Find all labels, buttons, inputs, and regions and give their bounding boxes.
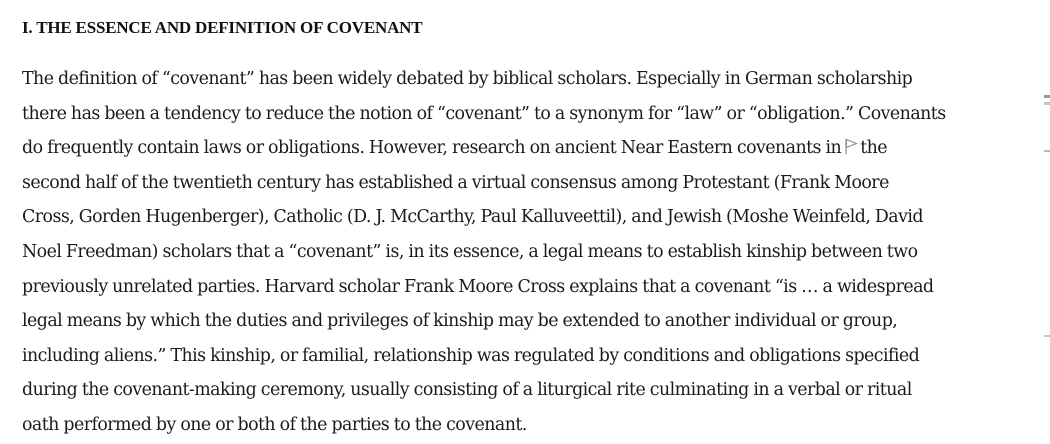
paragraph-line: there has been a tendency to reduce the notion of “covenant” to a synonym for “law” or “obligation.” Covenants bbox=[22, 103, 946, 124]
scrollbar-mark bbox=[1044, 335, 1050, 337]
scrollbar-mark bbox=[1044, 95, 1050, 98]
section-heading: I. THE ESSENCE AND DEFINITION OF COVENANT bbox=[22, 18, 423, 37]
paragraph-line: Cross, Gorden Hugenberger), Catholic (D. J. McCarthy, Paul Kalluveettil), and Jewish (Moshe Weinfeld, David bbox=[22, 207, 923, 228]
scrollbar-mark bbox=[1044, 102, 1050, 105]
paragraph-line: including aliens.” This kinship, or familial, relationship was regulated by conditions and obligations specified bbox=[22, 345, 920, 366]
paragraph-line: previously unrelated parties. Harvard scholar Frank Moore Cross explains that a covenant “is … a widespread bbox=[22, 276, 934, 297]
paragraph-line: Noel Freedman) scholars that a “covenant” is, in its essence, a legal means to establish kinship between two bbox=[22, 241, 918, 262]
scrollbar-mark bbox=[1044, 150, 1050, 152]
paragraph-line: legal means by which the duties and privileges of kinship may be extended to another individual or group, bbox=[22, 311, 898, 332]
paragraph-line: second half of the twentieth century has established a virtual consensus among Protestant (Frank Moore bbox=[22, 172, 889, 193]
paragraph-line-text: do frequently contain laws or obligations. However, research on ancient Near Eastern covenants in bbox=[22, 138, 842, 159]
body-paragraph bbox=[22, 62, 1032, 443]
scrollbar-edge[interactable] bbox=[1044, 0, 1050, 444]
paragraph-line-text: the bbox=[860, 138, 888, 159]
paragraph-line bbox=[22, 131, 1032, 166]
paragraph-line: during the covenant-making ceremony, usually consisting of a liturgical rite culminating in a verbal or ritual bbox=[22, 380, 912, 401]
paragraph-line: oath performed by one or both of the parties to the covenant. bbox=[22, 414, 527, 435]
flag-icon[interactable] bbox=[844, 132, 858, 148]
paragraph-line: The definition of “covenant” has been widely debated by biblical scholars. Especially in German scholarship bbox=[22, 69, 913, 89]
